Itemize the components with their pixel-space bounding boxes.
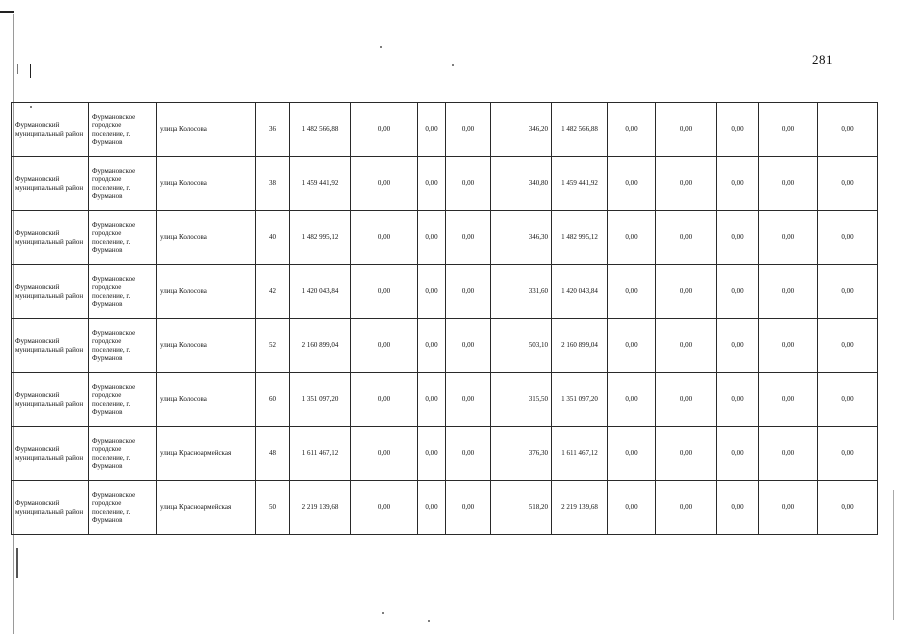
- settlement-cell: Фурмановское городское поселение, г. Фурманов: [89, 373, 157, 427]
- total-cost-cell: 1 351 097,20: [290, 373, 351, 427]
- value-cell: 0,00: [759, 373, 818, 427]
- value-cell: 0,00: [446, 211, 491, 265]
- value-cell: 0,00: [446, 319, 491, 373]
- value-cell: 0,00: [446, 427, 491, 481]
- data-table: [11, 102, 878, 535]
- scan-dot: [382, 612, 384, 614]
- value-cell: 0,00: [418, 319, 446, 373]
- value-cell: 0,00: [759, 211, 818, 265]
- value-cell: 0,00: [717, 211, 759, 265]
- value-cell: 0,00: [717, 319, 759, 373]
- street-cell: улица Колосова: [157, 265, 256, 319]
- house-number-cell: 42: [256, 265, 290, 319]
- value-cell: 0,00: [351, 481, 418, 535]
- value-cell: 0,00: [446, 481, 491, 535]
- value-cell: 0,00: [759, 427, 818, 481]
- district-cell: Фурмановский муниципальный район: [12, 211, 89, 265]
- value-cell: 0,00: [608, 481, 656, 535]
- value-cell: 0,00: [818, 319, 878, 373]
- table-row: [12, 427, 878, 481]
- district-cell: Фурмановский муниципальный район: [12, 103, 89, 157]
- district-cell: Фурмановский муниципальный район: [12, 265, 89, 319]
- cost-cell: 1 420 043,84: [552, 265, 608, 319]
- scan-dot: [380, 46, 382, 48]
- house-number-cell: 40: [256, 211, 290, 265]
- district-cell: Фурмановский муниципальный район: [12, 481, 89, 535]
- settlement-cell: Фурмановское городское поселение, г. Фурманов: [89, 481, 157, 535]
- cost-cell: 1 611 467,12: [552, 427, 608, 481]
- value-cell: 0,00: [608, 157, 656, 211]
- value-cell: 0,00: [656, 319, 717, 373]
- area-cell: 518,20: [491, 481, 552, 535]
- house-number-cell: 52: [256, 319, 290, 373]
- value-cell: 0,00: [351, 211, 418, 265]
- value-cell: 0,00: [418, 481, 446, 535]
- value-cell: 0,00: [717, 427, 759, 481]
- scan-mark: [0, 11, 14, 13]
- district-cell: Фурмановский муниципальный район: [12, 373, 89, 427]
- value-cell: 0,00: [608, 103, 656, 157]
- value-cell: 0,00: [446, 157, 491, 211]
- settlement-cell: Фурмановское городское поселение, г. Фурманов: [89, 319, 157, 373]
- house-number-cell: 60: [256, 373, 290, 427]
- value-cell: 0,00: [656, 157, 717, 211]
- value-cell: 0,00: [818, 265, 878, 319]
- value-cell: 0,00: [759, 481, 818, 535]
- area-cell: 346,20: [491, 103, 552, 157]
- value-cell: 0,00: [418, 103, 446, 157]
- table-row: [12, 157, 878, 211]
- street-cell: улица Колосова: [157, 373, 256, 427]
- area-cell: 346,30: [491, 211, 552, 265]
- value-cell: 0,00: [656, 373, 717, 427]
- value-cell: 0,00: [351, 265, 418, 319]
- scan-mark: [30, 64, 31, 78]
- cost-cell: 1 459 441,92: [552, 157, 608, 211]
- value-cell: 0,00: [759, 103, 818, 157]
- district-cell: Фурмановский муниципальный район: [12, 157, 89, 211]
- value-cell: 0,00: [717, 373, 759, 427]
- value-cell: 0,00: [656, 427, 717, 481]
- value-cell: 0,00: [818, 373, 878, 427]
- page-number: 281: [812, 52, 833, 67]
- value-cell: 0,00: [818, 211, 878, 265]
- value-cell: 0,00: [818, 427, 878, 481]
- value-cell: 0,00: [656, 481, 717, 535]
- total-cost-cell: 2 219 139,68: [290, 481, 351, 535]
- settlement-cell: Фурмановское городское поселение, г. Фурманов: [89, 265, 157, 319]
- house-number-cell: 50: [256, 481, 290, 535]
- value-cell: 0,00: [446, 373, 491, 427]
- value-cell: 0,00: [818, 103, 878, 157]
- value-cell: 0,00: [608, 265, 656, 319]
- street-cell: улица Колосова: [157, 319, 256, 373]
- value-cell: 0,00: [418, 211, 446, 265]
- table-row: [12, 319, 878, 373]
- area-cell: 376,30: [491, 427, 552, 481]
- value-cell: 0,00: [608, 319, 656, 373]
- area-cell: 315,50: [491, 373, 552, 427]
- value-cell: 0,00: [818, 481, 878, 535]
- district-cell: Фурмановский муниципальный район: [12, 319, 89, 373]
- total-cost-cell: 1 611 467,12: [290, 427, 351, 481]
- total-cost-cell: 1 482 566,88: [290, 103, 351, 157]
- value-cell: 0,00: [818, 157, 878, 211]
- value-cell: 0,00: [717, 265, 759, 319]
- value-cell: 0,00: [759, 319, 818, 373]
- value-cell: 0,00: [418, 157, 446, 211]
- scan-mark: [17, 64, 18, 74]
- total-cost-cell: 2 160 899,04: [290, 319, 351, 373]
- table-row: [12, 103, 878, 157]
- settlement-cell: Фурмановское городское поселение, г. Фурманов: [89, 427, 157, 481]
- table-row: [12, 211, 878, 265]
- value-cell: 0,00: [446, 103, 491, 157]
- value-cell: 0,00: [759, 265, 818, 319]
- table-row: [12, 373, 878, 427]
- value-cell: 0,00: [351, 373, 418, 427]
- value-cell: 0,00: [608, 373, 656, 427]
- value-cell: 0,00: [351, 103, 418, 157]
- house-number-cell: 48: [256, 427, 290, 481]
- street-cell: улица Красноармейская: [157, 481, 256, 535]
- scan-mark: [16, 548, 18, 578]
- value-cell: 0,00: [717, 157, 759, 211]
- house-number-cell: 38: [256, 157, 290, 211]
- district-cell: Фурмановский муниципальный район: [12, 427, 89, 481]
- value-cell: 0,00: [351, 157, 418, 211]
- value-cell: 0,00: [759, 157, 818, 211]
- scan-dot: [428, 620, 430, 622]
- value-cell: 0,00: [608, 427, 656, 481]
- cost-cell: 2 219 139,68: [552, 481, 608, 535]
- settlement-cell: Фурмановское городское поселение, г. Фурманов: [89, 157, 157, 211]
- area-cell: 503,10: [491, 319, 552, 373]
- cost-cell: 1 351 097,20: [552, 373, 608, 427]
- value-cell: 0,00: [656, 265, 717, 319]
- area-cell: 331,60: [491, 265, 552, 319]
- cost-cell: 1 482 995,12: [552, 211, 608, 265]
- table-row: [12, 481, 878, 535]
- settlement-cell: Фурмановское городское поселение, г. Фурманов: [89, 211, 157, 265]
- value-cell: 0,00: [717, 481, 759, 535]
- value-cell: 0,00: [418, 373, 446, 427]
- value-cell: 0,00: [418, 427, 446, 481]
- value-cell: 0,00: [446, 265, 491, 319]
- table-row: [12, 265, 878, 319]
- scan-mark: [893, 490, 894, 620]
- settlement-cell: Фурмановское городское поселение, г. Фурманов: [89, 103, 157, 157]
- value-cell: 0,00: [656, 211, 717, 265]
- value-cell: 0,00: [656, 103, 717, 157]
- street-cell: улица Красноармейская: [157, 427, 256, 481]
- value-cell: 0,00: [717, 103, 759, 157]
- value-cell: 0,00: [351, 319, 418, 373]
- value-cell: 0,00: [351, 427, 418, 481]
- area-cell: 340,80: [491, 157, 552, 211]
- cost-cell: 2 160 899,04: [552, 319, 608, 373]
- street-cell: улица Колосова: [157, 211, 256, 265]
- house-number-cell: 36: [256, 103, 290, 157]
- street-cell: улица Колосова: [157, 103, 256, 157]
- total-cost-cell: 1 482 995,12: [290, 211, 351, 265]
- street-cell: улица Колосова: [157, 157, 256, 211]
- total-cost-cell: 1 459 441,92: [290, 157, 351, 211]
- total-cost-cell: 1 420 043,84: [290, 265, 351, 319]
- value-cell: 0,00: [418, 265, 446, 319]
- scan-dot: [452, 64, 454, 66]
- value-cell: 0,00: [608, 211, 656, 265]
- cost-cell: 1 482 566,88: [552, 103, 608, 157]
